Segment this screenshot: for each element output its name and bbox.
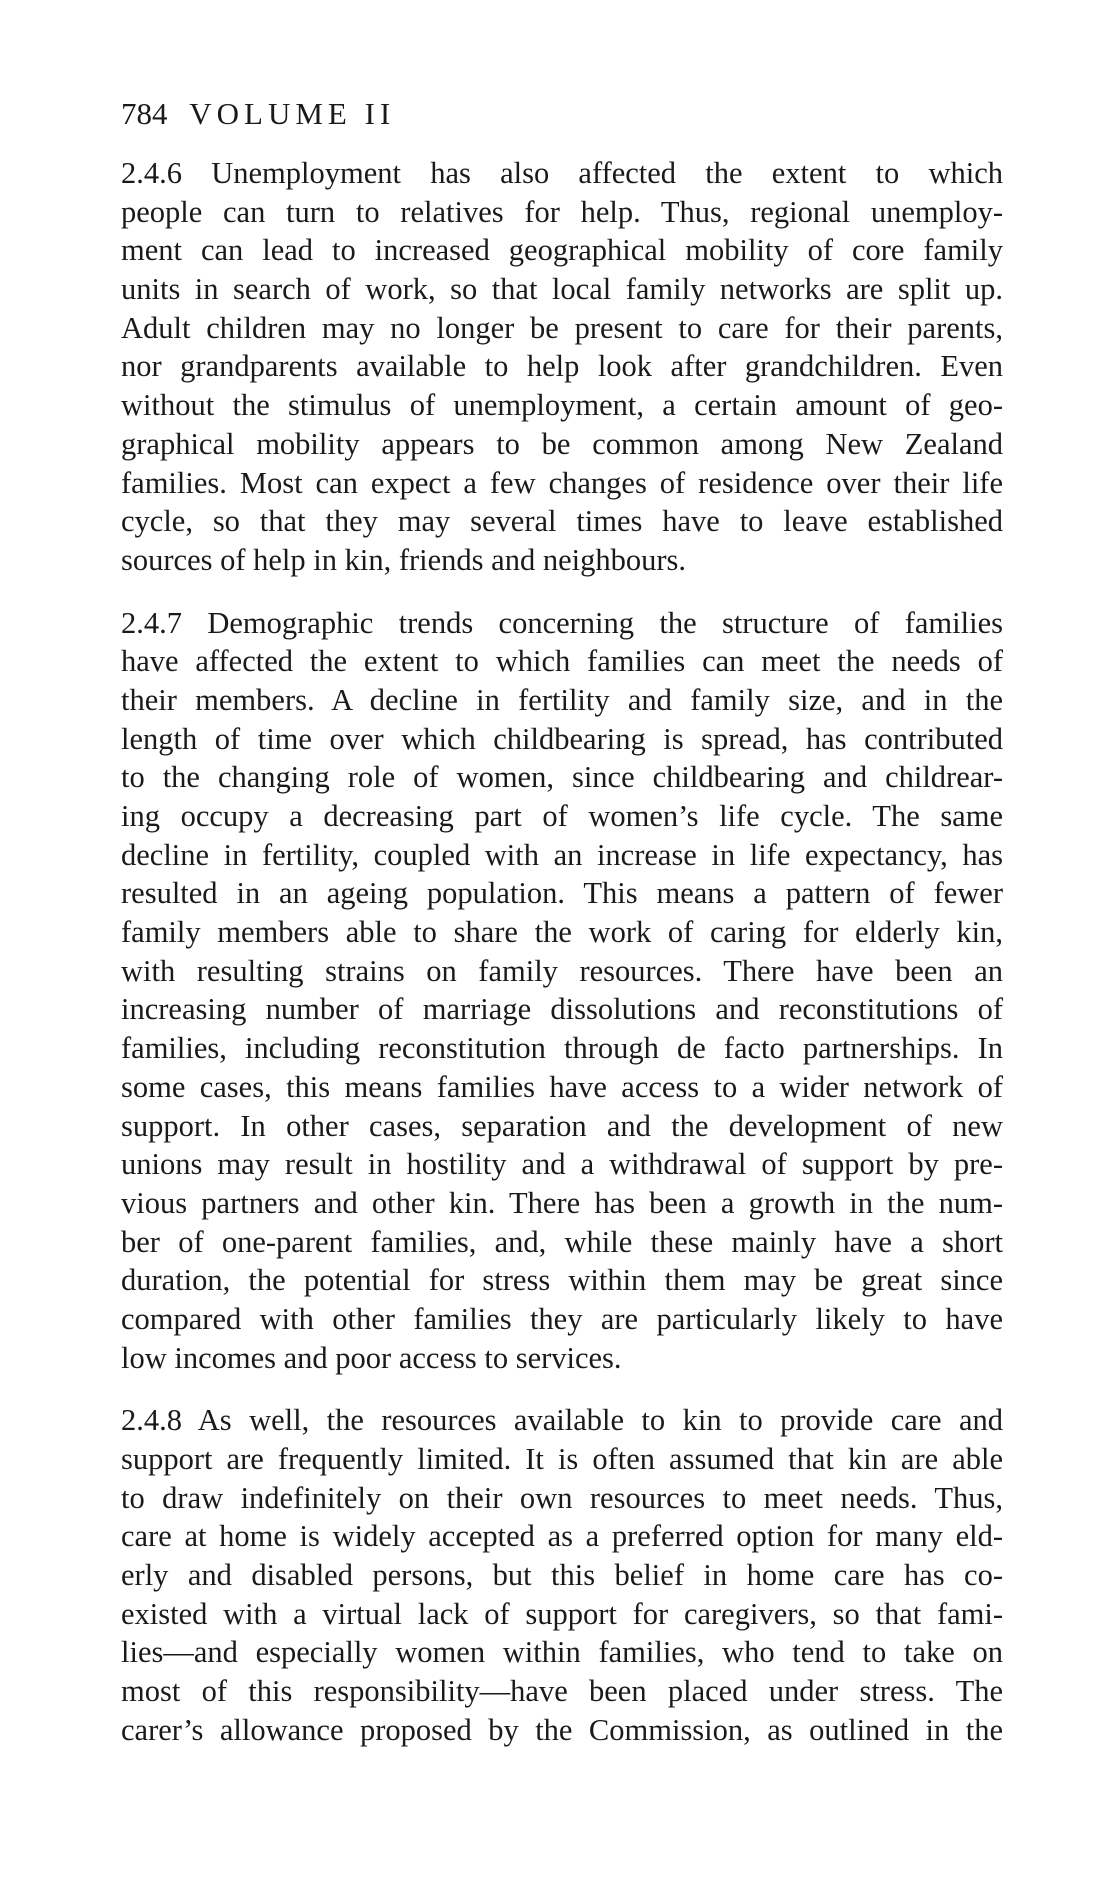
text-line: some cases, this means families have access to a wider network of	[121, 1069, 1003, 1104]
text-line: 2.4.6 Unemployment has also affected the extent to which	[121, 156, 1003, 190]
text-line: nor grandparents available to help look after grandchildren. Even	[121, 349, 1003, 384]
text-line: existed with a virtual lack of support for caregivers, so that fami-	[121, 1596, 1003, 1631]
text-line: have affected the extent to which families can meet the needs of	[121, 644, 1003, 679]
text-line: to the changing role of women, since childbearing and childrear-	[121, 760, 1003, 795]
paragraph-2-4-8	[121, 1401, 1003, 1749]
text-line: compared with other families they are particularly likely to have	[121, 1301, 1003, 1336]
volume-label: VOLUME II	[189, 96, 396, 131]
text-line: units in search of work, so that local family networks are split up.	[121, 272, 1003, 307]
text-line: support. In other cases, separation and the development of new	[121, 1108, 1003, 1143]
text-line: resulted in an ageing population. This means a pattern of fewer	[121, 876, 1003, 911]
text-line: lies—and especially women within families, who tend to take on	[121, 1635, 1003, 1670]
body-text	[121, 154, 1003, 1774]
text-line: low incomes and poor access to services.	[121, 1340, 622, 1375]
text-line: cycle, so that they may several times have to leave established	[121, 504, 1003, 539]
text-line: decline in fertility, coupled with an increase in life expectancy, has	[121, 837, 1003, 872]
running-head	[121, 96, 395, 132]
text-line: 2.4.7 Demographic trends concerning the structure of families	[121, 605, 1003, 640]
text-line: ing occupy a decreasing part of women’s life cycle. The same	[121, 799, 1003, 833]
text-line: their members. A decline in fertility and family size, and in the	[121, 682, 1003, 717]
text-line: increasing number of marriage dissolutions and reconstitutions of	[121, 992, 1003, 1027]
text-line: families. Most can expect a few changes of residence over their life	[121, 465, 1003, 500]
text-line: Adult children may no longer be present to care for their parents,	[121, 310, 1003, 345]
text-line: sources of help in kin, friends and neighbours.	[121, 542, 686, 577]
text-line: erly and disabled persons, but this belief in home care has co-	[121, 1558, 1003, 1593]
text-line: to draw indefinitely on their own resources to meet needs. Thus,	[121, 1480, 1003, 1515]
text-line: without the stimulus of unemployment, a certain amount of geo-	[121, 388, 1003, 423]
text-line: people can turn to relatives for help. Thus, regional unemploy-	[121, 194, 1003, 229]
page-number: 784	[121, 96, 168, 131]
text-line: families, including reconstitution through de facto partnerships. In	[121, 1031, 1003, 1066]
text-line: family members able to share the work of caring for elderly kin,	[121, 915, 1003, 950]
text-line: carer’s allowance proposed by the Commission, as outlined in the	[121, 1712, 1003, 1747]
paragraph-2-4-7	[121, 604, 1003, 1378]
text-line: length of time over which childbearing is spread, has contributed	[121, 721, 1003, 756]
text-line: ber of one-parent families, and, while these mainly have a short	[121, 1224, 1003, 1259]
text-line: most of this responsibility—have been placed under stress. The	[121, 1674, 1003, 1709]
text-line: duration, the potential for stress within them may be great since	[121, 1263, 1003, 1298]
text-line: 2.4.8 As well, the resources available to kin to provide care and	[121, 1403, 1003, 1438]
text-line: vious partners and other kin. There has been a growth in the num-	[121, 1185, 1003, 1220]
text-line: ment can lead to increased geographical mobility of core family	[121, 233, 1003, 268]
text-line: with resulting strains on family resources. There have been an	[121, 953, 1003, 988]
paragraph-2-4-6	[121, 154, 1003, 580]
text-line: unions may result in hostility and a withdrawal of support by pre-	[121, 1147, 1003, 1182]
text-line: support are frequently limited. It is often assumed that kin are able	[121, 1442, 1003, 1476]
text-line: care at home is widely accepted as a preferred option for many eld-	[121, 1519, 1003, 1554]
text-line: graphical mobility appears to be common among New Zealand	[121, 426, 1003, 461]
